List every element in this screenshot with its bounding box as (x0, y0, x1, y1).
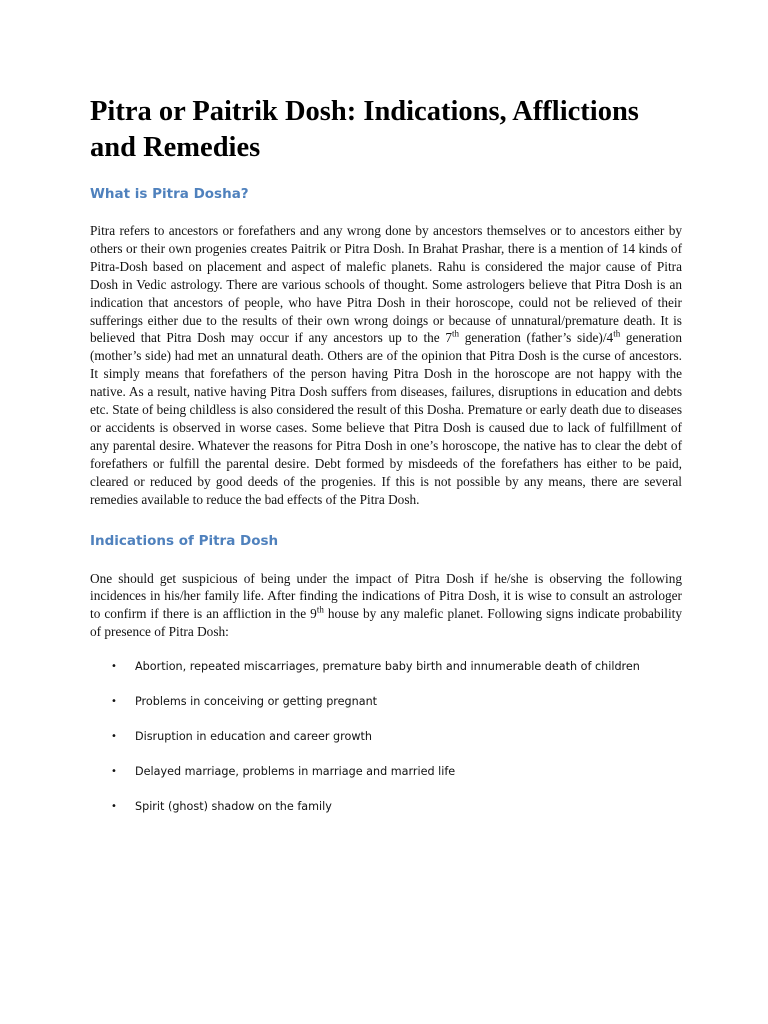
list-item-text: Disruption in education and career growth (135, 730, 372, 744)
section-paragraph-what-is-pitra-dosha (90, 222, 682, 509)
list-item (90, 799, 682, 814)
bullet-icon: • (111, 661, 117, 673)
list-item-text: Problems in conceiving or getting pregnant (135, 695, 378, 709)
list-item (90, 694, 682, 709)
superscript-ordinal: th (452, 329, 460, 340)
list-item-text: Spirit (ghost) shadow on the family (135, 800, 332, 814)
list-item (90, 659, 682, 674)
paragraph-text: Pitra refers to ancestors or forefathers and any wrong done by ancestors themselves or to ancestors either by others or their own progenies creates Paitrik or Pitra Dosh. In Brahat Prashar, there is a mention of 14 kinds of Pitra-Dosh based on placement and aspect of malefic planets. Rahu is considered the major cause of Pitra Dosh in Vedic astrology. There are various schools of thought. Some astrologers believe that Pitra Dosh is an indication that ancestors of people, who have Pitra Dosh in their horoscope, could not be relieved of their sufferings either due to the results of their own wrong doings or because of unnatural/premature death. It is believed that Pitra Dosh may occur if any ancestors up to the 7 (90, 223, 682, 346)
indications-list (90, 659, 682, 814)
section-heading-what-is-pitra-dosha: What is Pitra Dosha? (90, 186, 249, 202)
list-item-text: Delayed marriage, problems in marriage and married life (135, 765, 456, 779)
section-heading-indications: Indications of Pitra Dosh (90, 532, 279, 549)
superscript-ordinal: th (316, 604, 324, 615)
bullet-icon: • (111, 766, 117, 778)
bullet-icon: • (111, 731, 117, 743)
paragraph-text: generation (mother’s side) had met an unnatural death. Others are of the opinion that Pitra Dosh is the curse of ancestors. It simply means that forefathers of the person having Pitra Dosh in the horoscope are not happy with the native. As a result, native having Pitra Dosh suffers from diseases, failures, disruptions in education and debts etc. State of being childless is also considered the result of this Dosha. Premature or early death due to diseases or accidents is observed in worse cases. Some believe that Pitra Dosh is caused due to lack of fulfillment of any parental desire. Whatever the reasons for Pitra Dosh in one’s horoscope, the native has to clear the debt of forefathers or fulfill the parental desire. Debt formed by misdeeds of the forefathers has either to be paid, cleared or reduced by good deeds of the progenies. If this is not possible by any means, there are several remedies available to reduce the bad effects of the Pitra Dosh. (90, 330, 682, 507)
superscript-ordinal: th (613, 329, 621, 340)
document-page (90, 94, 682, 834)
list-item (90, 764, 682, 779)
list-item (90, 729, 682, 744)
section-paragraph-indications (90, 570, 682, 642)
list-item-text: Abortion, repeated miscarriages, premature baby birth and innumerable death of children (135, 660, 640, 674)
paragraph-text: generation (father’s side)/4 (459, 330, 614, 346)
bullet-icon: • (111, 696, 117, 708)
bullet-icon: • (111, 801, 117, 813)
paragraph-text: house by any malefic planet. Following signs indicate probability of presence of Pitra Dosh: (90, 606, 682, 640)
document-title: Pitra or Paitrik Dosh: Indications, Afflictions and Remedies (90, 96, 639, 163)
paragraph-text: One should get suspicious of being under the impact of Pitra Dosh if he/she is observing the following incidences in his/her family life. After finding the indications of Pitra Dosh, it is wise to consult an astrologer to confirm if there is an affliction in the 9 (90, 570, 682, 622)
